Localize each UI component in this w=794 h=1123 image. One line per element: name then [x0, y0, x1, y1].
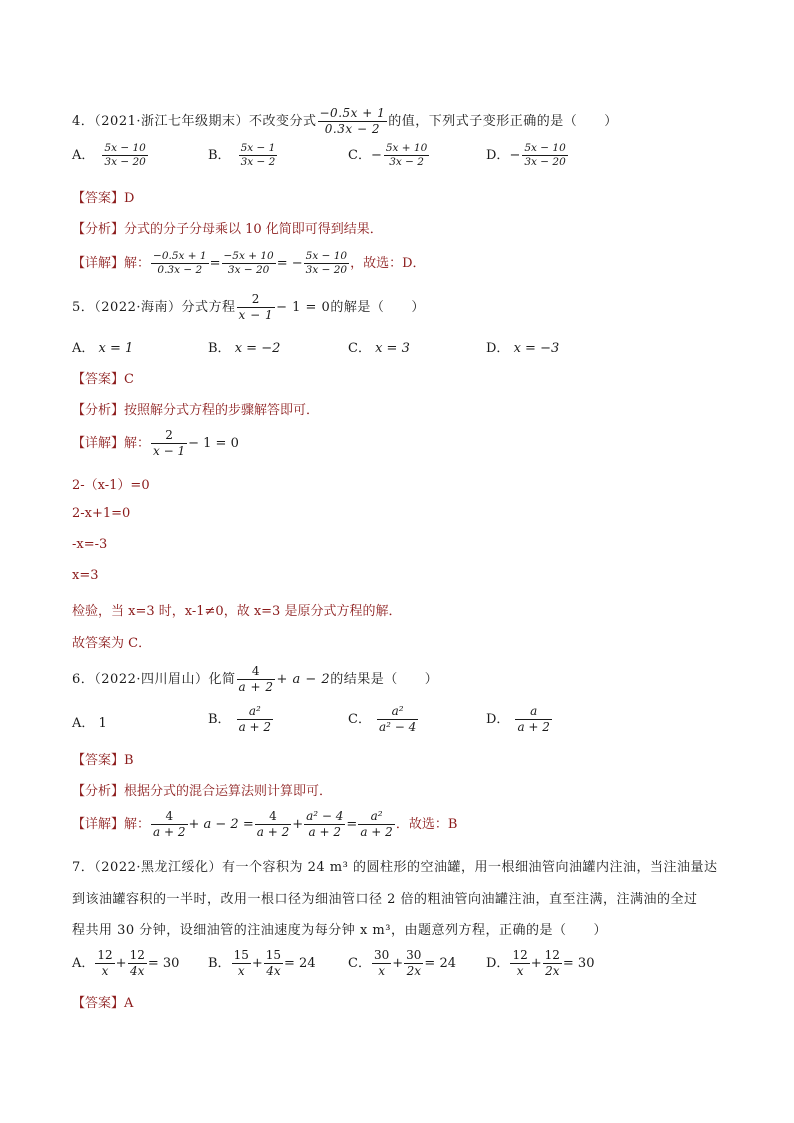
q5-check: 检验，当 x=3 时，x-1≠0，故 x=3 是原分式方程的解． — [72, 604, 402, 619]
q4-analysis: 【分析】分式的分子分母乘以 10 化简即可得到结果． — [72, 222, 383, 237]
q5-option-b: B． x = −2 — [208, 341, 281, 356]
q5-detail: 【详解】解： $\frac{2}{x - 1}$ − 1 = 0 — [72, 428, 239, 458]
q7-stem-line-2: 到该油罐容积的一半时，改用一根口径为细油管口径 2 倍的粗油管向油罐注油，直至注满，注满油的全过 — [72, 892, 698, 907]
q6-option-a: A． 1 — [72, 716, 107, 731]
q4-stem: 4．（2021·浙江七年级期末）不改变分式 $\frac{-0.5x + 1}{0.3x - 2}$ 的值，下列式子变形正确的是（ ） — [72, 106, 618, 136]
q7-option-a: A． $\frac{12}{x}$ + $\frac{12}{4x}$ = 30 — [72, 948, 180, 978]
q5-step-3: -x=-3 — [72, 537, 108, 552]
q6-analysis: 【分析】根据分式的混合运算法则计算即可． — [72, 784, 333, 799]
q4-detail: 【详解】解： $\frac{-0.5x + 1}{0.3x - 2}$ = $\frac{-5x + 10}{3x - 20}$ = − $\frac{5x - 10}{3x - 20}$ ，故选：D． — [72, 250, 426, 276]
q4-stem-fraction: $\frac{-0.5x + 1}{0.3x - 2}$ — [319, 106, 386, 136]
q4-answer: 【答案】D — [72, 191, 135, 206]
q5-option-a: A． x = 1 — [72, 341, 134, 356]
q5-analysis: 【分析】按照解分式方程的步骤解答即可． — [72, 403, 320, 418]
q6-answer: 【答案】B — [72, 753, 134, 768]
q4-option-d: D．− $\frac{5x - 10}{3x - 20}$ — [486, 142, 566, 168]
q7-option-b: B． $\frac{15}{x}$ + $\frac{15}{4x}$ = 24 — [208, 948, 316, 978]
q7-option-d: D． $\frac{12}{x}$ + $\frac{12}{2x}$ = 30 — [486, 948, 595, 978]
q5-stem: 5．（2022·海南）分式方程 $\frac{2}{x - 1}$ − 1 = 0的解是（ ） — [72, 292, 425, 322]
q5-answer: 【答案】C — [72, 372, 134, 387]
q4-option-b: B． $\frac{5x - 1}{3x - 2}$ — [208, 142, 276, 168]
q7-answer: 【答案】A — [72, 996, 134, 1011]
q6-stem: 6．（2022·四川眉山）化简 $\frac{4}{a + 2}$ + a − 2的结果是（ ） — [72, 664, 439, 694]
q5-option-d: D． x = −3 — [486, 341, 560, 356]
q6-option-c: C． $\frac{\text{a²}}{\text{a² − 4}}$ — [348, 704, 417, 734]
q4-option-c: C．− $\frac{5x + 10}{3x - 2}$ — [348, 142, 428, 168]
q6-option-b: B． $\frac{\text{a²}}{a + 2}$ — [208, 704, 272, 734]
q6-detail: 【详解】解： $\frac{4}{a + 2}$ + a − 2 = $\frac{4}{a + 2}$ + $\frac{\text{a² − 4}}{a + 2}$ = $\frac{\text{a²}}{a + 2}$ ．故选：B — [72, 809, 458, 839]
q5-step-2: 2-x+1=0 — [72, 506, 131, 521]
q6-option-d: D． $\frac{a}{a + 2}$ — [486, 704, 550, 734]
q5-conclusion: 故答案为 C． — [72, 636, 152, 651]
q7-stem-line-1: 7．（2022·黑龙江绥化）有一个容积为 24 m³ 的圆柱形的空油罐，用一根细油管向油罐内注油，当注油量达 — [72, 860, 718, 875]
q5-option-c: C． x = 3 — [348, 341, 410, 356]
q7-option-c: C． $\frac{30}{x}$ + $\frac{30}{2x}$ = 24 — [348, 948, 456, 978]
q7-stem-line-3: 程共用 30 分钟，设细油管的注油速度为每分钟 x m³，由题意列方程，正确的是（ ） — [72, 923, 607, 938]
q5-step-4: x=3 — [72, 568, 99, 583]
q4-option-a: A． $\frac{5x - 10}{3x - 20}$ — [72, 142, 146, 168]
q5-step-1: 2-（x-1）=0 — [72, 478, 150, 493]
